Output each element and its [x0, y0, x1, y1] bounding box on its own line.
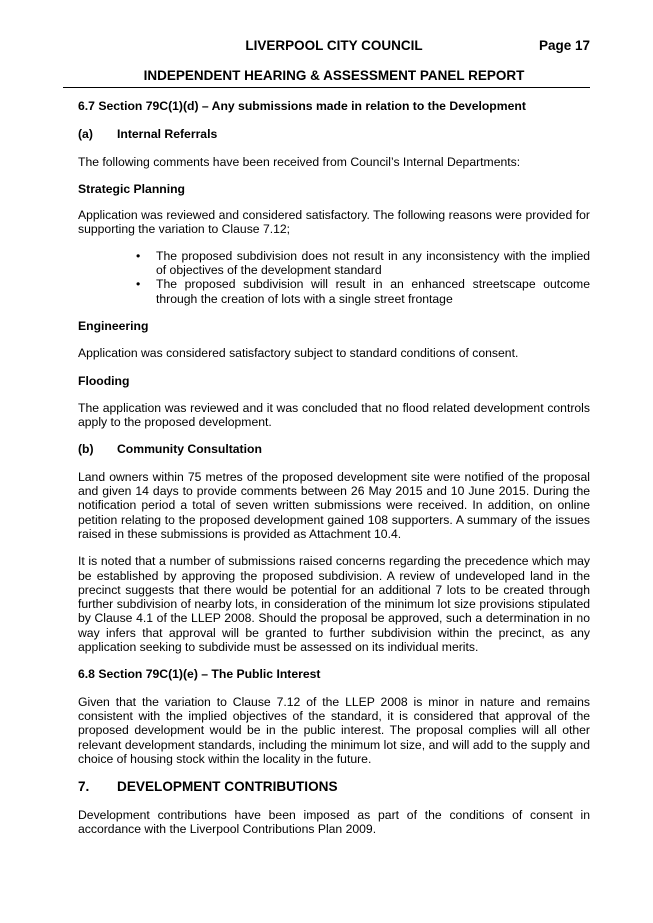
document-body	[78, 99, 590, 837]
subsection-a-label: (a)	[78, 127, 93, 142]
subsection-b-heading	[78, 442, 590, 456]
subsection-b-title: Community Consultation	[117, 442, 262, 457]
subsection-b-label: (b)	[78, 442, 94, 457]
strategic-planning-reasons	[78, 249, 590, 306]
section-7-heading	[78, 779, 590, 795]
subsection-a-heading	[78, 127, 590, 141]
list-item: • The proposed subdivision will result in an enhanced streetscape outcome through the creation of lots with a single street frontage	[78, 277, 590, 306]
internal-referrals-intro: The following comments have been received from Council’s Internal Departments:	[78, 154, 521, 169]
strategic-planning-heading: Strategic Planning	[78, 181, 185, 196]
section-7-title: DEVELOPMENT CONTRIBUTIONS	[117, 779, 338, 795]
page-header	[78, 38, 590, 56]
report-title: INDEPENDENT HEARING & ASSESSMENT PANEL REPORT	[143, 68, 525, 83]
section-7-number: 7.	[78, 779, 90, 795]
community-consultation-paragraph-2: It is noted that a number of submissions raised concerns regarding the precedence which may be established by approving the proposed subdivision. A review of undeveloped land in the precinct suggests that there would be potential for an additional 7 lots to be created through further subdivision of nearby lots, in consideration of the minimum lot size provisions stipulated by Clause 4.1 of the LLEP 2008. Should the proposal be approved, such a determination in no way infers that approval will be granted to further subdivision within the precinct, as any application seeking to subdivide must be assessed on its individual merits.	[78, 554, 590, 655]
section-6-8-heading: 6.8 Section 79C(1)(e) – The Public Interest	[78, 667, 321, 682]
flooding-text: The application was reviewed and it was concluded that no flood related development controls apply to the proposed development.	[78, 400, 590, 430]
header-divider	[63, 87, 590, 88]
strategic-planning-text: Application was reviewed and considered satisfactory. The following reasons were provided for supporting the variation to Clause 7.12;	[78, 208, 590, 237]
engineering-heading: Engineering	[78, 318, 149, 333]
flooding-heading: Flooding	[78, 373, 130, 388]
engineering-text: Application was considered satisfactory subject to standard conditions of consent.	[78, 346, 519, 361]
page-number: Page 17	[538, 38, 590, 53]
public-interest-text: Given that the variation to Clause 7.12 of the LLEP 2008 is minor in nature and remains consistent with the implied objectives of the standard, it is considered that approval of the proposed development would be in the public interest. The proposal complies will all other relevant development standards, including the minimum lot size, and will add to the supply and choice of housing stock within the locality in the future.	[78, 694, 590, 766]
community-consultation-paragraph-1: Land owners within 75 metres of the proposed development site were notified of the proposal and given 14 days to provide comments between 26 May 2015 and 10 June 2015. During the notification period a total of seven written submissions were received. In addition, on online petition relating to the proposed development gained 108 supporters. A summary of the issues raised in these submissions is provided as Attachment 10.4.	[78, 469, 590, 541]
list-item: • The proposed subdivision does not result in any inconsistency with the implied of objectives of the development standard	[78, 249, 590, 278]
council-name: LIVERPOOL CITY COUNCIL	[245, 38, 423, 53]
subsection-a-title: Internal Referrals	[117, 127, 218, 142]
development-contributions-text: Development contributions have been imposed as part of the conditions of consent in accordance with the Liverpool Contributions Plan 2009.	[78, 808, 590, 837]
section-6-7-heading: 6.7 Section 79C(1)(d) – Any submissions made in relation to the Development	[78, 99, 526, 113]
